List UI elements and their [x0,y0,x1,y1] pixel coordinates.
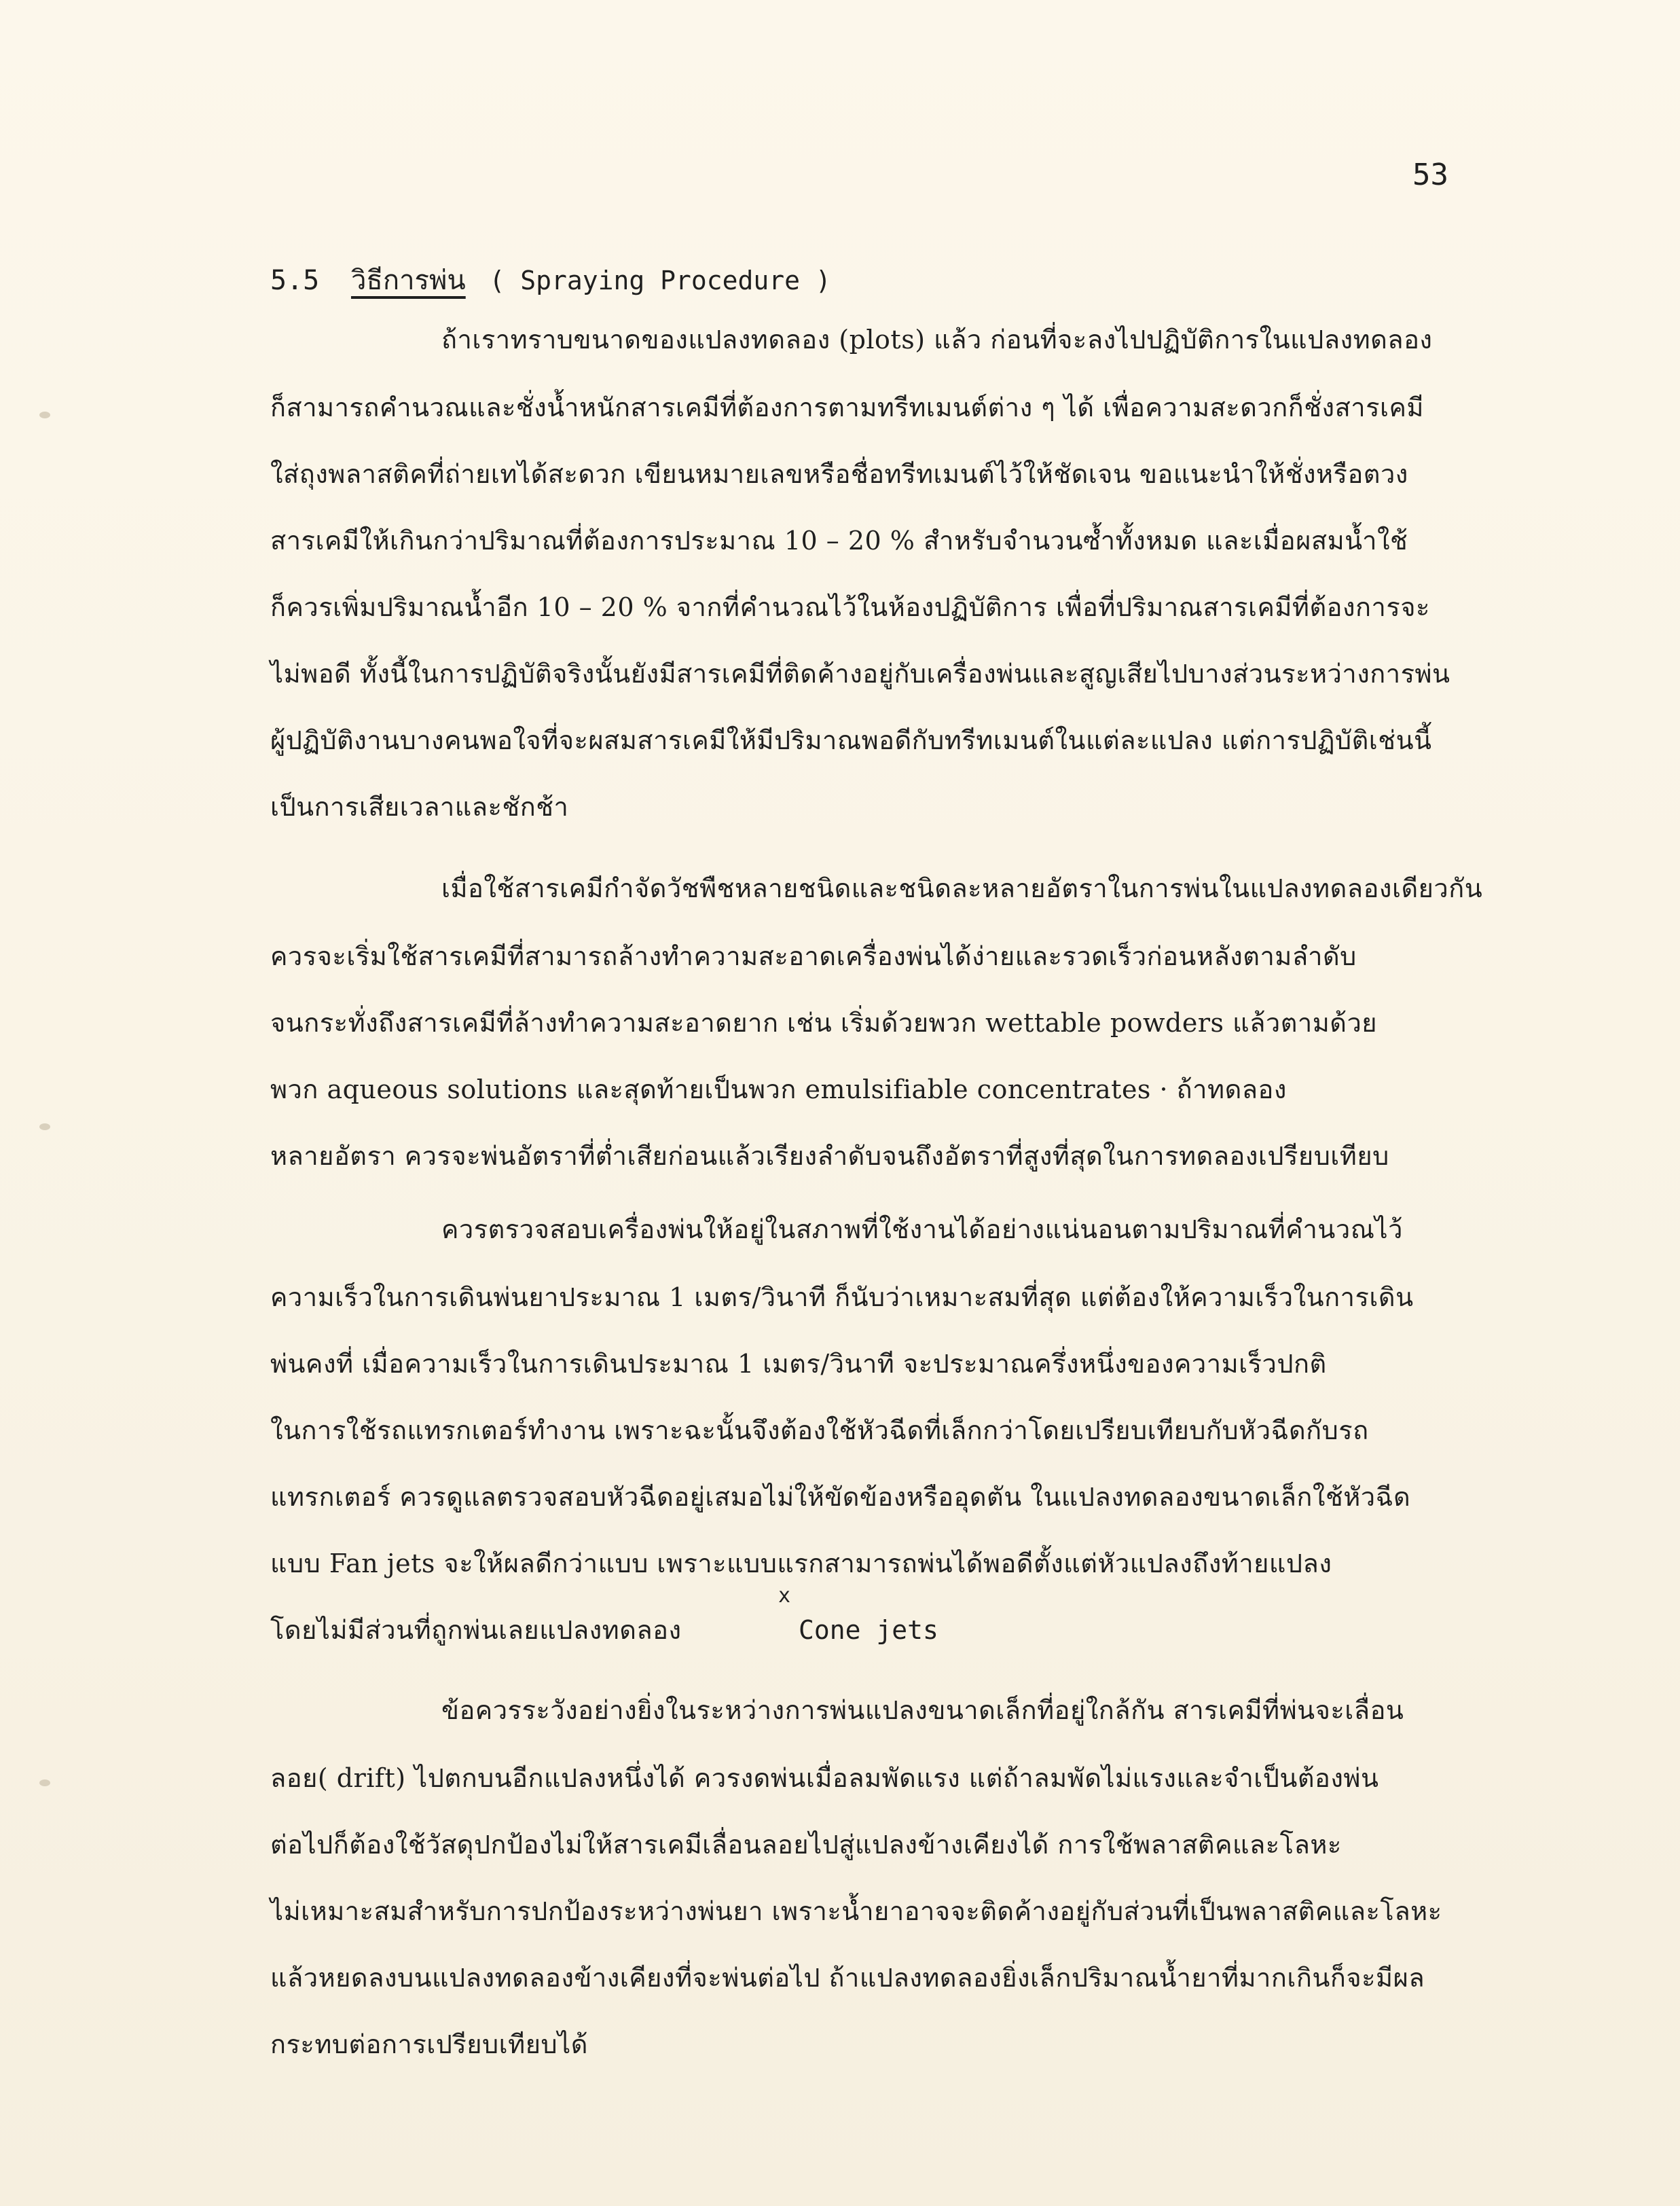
page-number: 53 [1412,158,1448,192]
binder-hole-mark [39,412,50,418]
binder-hole-mark [39,1123,50,1130]
text-line: เมื่อใช้สารเคมีกำจัดวัชพืชหลายชนิดและชนิดละหลายอัตราในการพ่นในแปลงทดลองเดียวกัน [441,873,1483,903]
text-line: ในการใช้รถแทรกเตอร์ทำงาน เพราะฉะนั้นจึงต้องใช้หัวฉีดที่เล็กกว่าโดยเปรียบเทียบกับหัวฉีดกับรถ [270,1415,1369,1445]
text-line: พ่นคงที่ เมื่อความเร็วในการเดินประมาณ 1 เมตร/วินาที จะประมาณครึ่งหนึ่งของความเร็วปกติ [270,1349,1327,1379]
section-number: 5.5 [270,265,320,296]
text-line: กระทบต่อการเปรียบเทียบได้ [270,2029,588,2059]
section-heading [270,258,831,302]
text-line: หลายอัตรา ควรจะพ่นอัตราที่ต่ำเสียก่อนแล้วเรียงลำดับจนถึงอัตราที่สูงที่สุดในการทดลองเปรียบเทียบ [270,1141,1389,1171]
section-title-english: ( Spraying Procedure ) [489,266,831,295]
text-line: โดยไม่มีส่วนที่ถูกพ่นเลยแปลงทดลอง [270,1615,682,1645]
text-line: ไม่เหมาะสมสำหรับการปกป้องระหว่างพ่นยา เพราะน้ำยาอาจจะติดค้างอยู่กับส่วนที่เป็นพลาสติคและโลหะ [270,1896,1442,1926]
text-line: ความเร็วในการเดินพ่นยาประมาณ 1 เมตร/วินาที ก็นับว่าเหมาะสมที่สุด แต่ต้องให้ความเร็วในการเดิน [270,1282,1414,1312]
text-line: แทรกเตอร์ ควรดูแลตรวจสอบหัวฉีดอยู่เสมอไม่ให้ขัดข้องหรืออุดตัน ในแปลงทดลองขนาดเล็กใช้หัวฉีด [270,1482,1411,1512]
text-line: แบบ Fan jets จะให้ผลดีกว่าแบบ เพราะแบบแรกสามารถพ่นได้พอดีตั้งแต่หัวแปลงถึงท้ายแปลง [270,1549,1332,1578]
text-line: ลอย( drift) ไปตกบนอีกแปลงหนึ่งได้ ควรงดพ่นเมื่อลมพัดแรง แต่ถ้าลมพัดไม่แรงและจำเป็นต้องพ่น [270,1763,1379,1793]
text-line: ก็สามารถคำนวณและชั่งน้ำหนักสารเคมีที่ต้องการตามทรีทเมนต์ต่าง ๆ ได้ เพื่อความสะดวกก็ชั่งสารเคมี [270,393,1424,422]
inline-mark-x: x [778,1584,791,1608]
text-line: ผู้ปฏิบัติงานบางคนพอใจที่จะผสมสารเคมีให้มีปริมาณพอดีกับทรีทเมนต์ในแต่ละแปลง แต่การปฏิบัติเช่นนี้ [270,725,1432,755]
text-line: ควรตรวจสอบเครื่องพ่นให้อยู่ในสภาพที่ใช้งานได้อย่างแน่นอนตามปริมาณที่คำนวณไว้ [441,1214,1403,1244]
text-line: ต่อไปก็ต้องใช้วัสดุปกป้องไม่ให้สารเคมีเลื่อนลอยไปสู่แปลงข้างเคียงได้ การใช้พลาสติคและโลหะ [270,1830,1342,1860]
text-line: แล้วหยดลงบนแปลงทดลองข้างเคียงที่จะพ่นต่อไป ถ้าแปลงทดลองยิ่งเล็กปริมาณน้ำยาที่มากเกินก็จะมีผล [270,1963,1425,1993]
text-line: ไม่พอดี ทั้งนี้ในการปฏิบัติจริงนั้นยังมีสารเคมีที่ติดค้างอยู่กับเครื่องพ่นและสูญเสียไปบางส่วนระหว่างการพ่น [270,659,1450,689]
text-line: ก็ควรเพิ่มปริมาณน้ำอีก 10 – 20 % จากที่คำนวณไว้ในห้องปฏิบัติการ เพื่อที่ปริมาณสารเคมีที่ต้องการจะ [270,592,1430,622]
binder-hole-mark [39,1779,50,1786]
text-line: ใส่ถุงพลาสติคที่ถ่ายเทได้สะดวก เขียนหมายเลขหรือชื่อทรีทเมนต์ไว้ให้ชัดเจน ขอแนะนำให้ชั่งหรือตวง [270,459,1408,489]
text-line: พวก aqueous solutions และสุดท้ายเป็นพวก emulsifiable concentrates · ถ้าทดลอง [270,1074,1287,1104]
section-title-thai: วิธีการพ่น [350,265,466,296]
text-line: เป็นการเสียเวลาและชักช้า [270,792,569,822]
text-line: ข้อควรระวังอย่างยิ่งในระหว่างการพ่นแปลงขนาดเล็กที่อยู่ใกล้กัน สารเคมีที่พ่นจะเลื่อน [441,1695,1404,1725]
inline-cone-jets: Cone jets [799,1615,938,1645]
text-line: สารเคมีให้เกินกว่าปริมาณที่ต้องการประมาณ 10 – 20 % สำหรับจำนวนซ้ำทั้งหมด และเมื่อผสมน้ำใช้ [270,526,1408,556]
text-line: จนกระทั่งถึงสารเคมีที่ล้างทำความสะอาดยาก เช่น เริ่มด้วยพวก wettable powders แล้วตามด้วย [270,1008,1378,1038]
text-line: ถ้าเราทราบขนาดของแปลงทดลอง (plots) แล้ว ก่อนที่จะลงไปปฏิบัติการในแปลงทดลอง [441,325,1433,355]
text-line: ควรจะเริ่มใช้สารเคมีที่สามารถล้างทำความสะอาดเครื่องพ่นได้ง่ายและรวดเร็วก่อนหลังตามลำดับ [270,941,1357,971]
